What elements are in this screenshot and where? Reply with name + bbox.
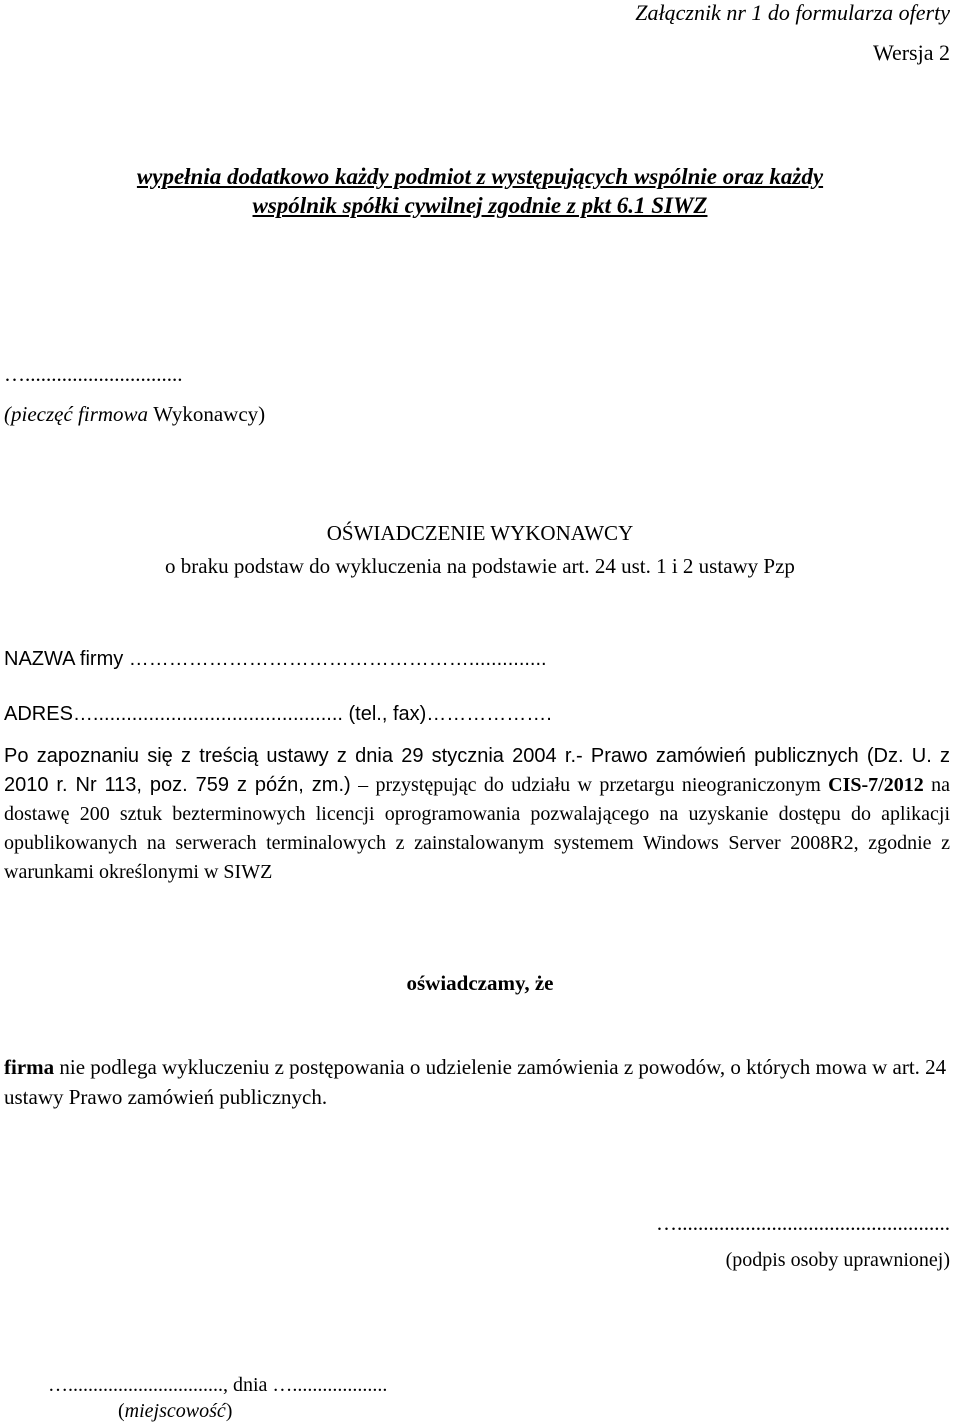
statement-tender-text: – przystępując do udziału w przetargu nieograniczonym [350,774,829,796]
declaration-text: nie podlega wykluczeniu z postępowania o udzielenie zamówienia z powodów, o których mowa w art. 24 ustawy Prawo zamówień publicznych. [4,1055,947,1109]
address-row [4,703,552,726]
version-label: Wersja 2 [872,40,950,65]
place-caption-open: ( [118,1400,125,1422]
declaration-paragraph [4,1052,950,1112]
place-caption-close: ) [225,1400,233,1422]
company-stamp-caption [4,402,265,427]
signature-field[interactable]: ….................................................... [656,1211,950,1235]
document-title: OŚWIADCZENIE WYKONAWCY [326,521,634,545]
intro-line-1: wypełnia dodatkowo każdy podmiot z występujących wspólnie oraz każdy [136,164,824,189]
company-name-row [4,648,547,671]
statement-subject-text: na dostawę 200 sztuk bezterminowych licencji oprogramowania pozwalającego na uzyskanie dostępu do aplikacji opublikowanych na serwerach terminalowych z zainstalowanym systemem Windows Server 2008R2, zgodnie z warunkami określonymi w SIWZ [4,774,950,883]
address-label: ADRES [4,703,73,725]
address-field[interactable]: …............................................. (tel., fax)………………. [72,703,552,725]
company-stamp-field[interactable]: ….............................. [4,362,183,386]
document-subtitle: o braku podstaw do wykluczenia na podstawie art. 24 ust. 1 i 2 ustawy Pzp [165,554,795,578]
intro-line-2: wspólnik spółki cywilnej zgodnie z pkt 6.1 SIWZ [252,193,708,218]
place-date-field[interactable]: …..............................., dnia …................... [48,1374,388,1396]
statement-paragraph [4,742,950,887]
stamp-caption-rest: Wykonawcy) [153,402,266,426]
annex-label: Załącznik nr 1 do formularza oferty [635,0,950,25]
stamp-caption-italic: (pieczęć firmowa [4,402,154,426]
declaration-heading: oświadczamy, że [406,971,554,995]
place-caption [118,1400,232,1423]
signature-caption: (podpis osoby uprawnionej) [725,1249,950,1271]
declaration-bold-word: firma [4,1055,55,1079]
company-name-field[interactable]: …………………………………………….............. [123,648,547,670]
case-number: CIS-7/2012 [828,774,924,796]
company-name-label: NAZWA firmy [4,648,124,670]
statement-law-reference: Po zapoznaniu się z treścią ustawy z dnia 29 stycznia 2004 r.- Prawo zamówień publicznych (Dz. U. z 2010 r. Nr 113, poz. 759 z późn, zm.) [4,745,950,796]
place-caption-italic: miejscowość [124,1400,226,1422]
